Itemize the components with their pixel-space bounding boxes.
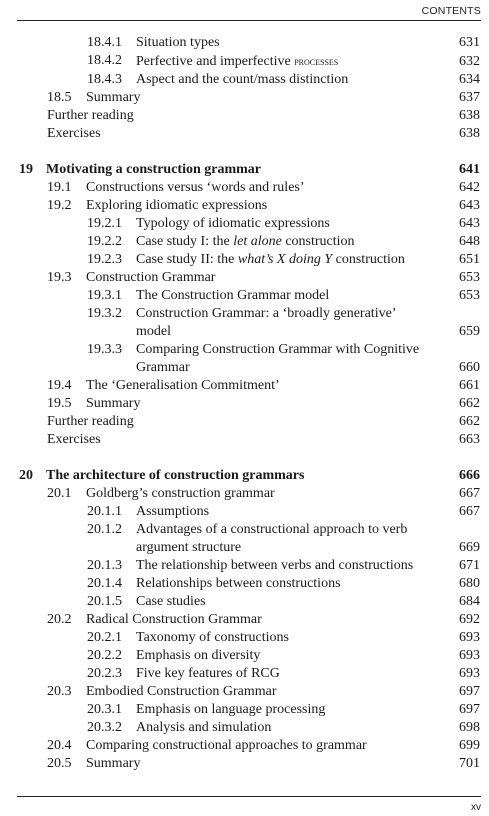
page-number: xv xyxy=(471,802,481,813)
toc-entry xyxy=(0,503,489,521)
toc-entry xyxy=(0,107,489,125)
entry-title-text: Relationships between constructions xyxy=(136,576,341,591)
table-of-contents xyxy=(0,34,489,773)
section-gap xyxy=(0,449,489,467)
entry-page-number: 638 xyxy=(459,126,480,141)
entry-title-text: Perfective and imperfective xyxy=(136,54,295,69)
toc-entry xyxy=(0,683,489,701)
entry-page-number: 680 xyxy=(459,576,480,591)
toc-entry xyxy=(0,251,489,269)
entry-title xyxy=(86,269,439,287)
entry-page-number: 642 xyxy=(459,180,480,195)
entry-title-text: Goldberg’s construction grammar xyxy=(86,486,275,501)
entry-title xyxy=(136,34,429,52)
running-header: CONTENTS xyxy=(421,5,481,17)
entry-number: 20.2.1 xyxy=(87,630,122,645)
entry-number: 20.4 xyxy=(47,738,72,753)
entry-title-text: Taxonomy of constructions xyxy=(136,630,289,645)
entry-title-text: Assumptions xyxy=(136,504,210,519)
entry-number: 18.4.2 xyxy=(87,53,122,68)
toc-entry xyxy=(0,197,489,215)
entry-page-number: 634 xyxy=(459,72,480,87)
entry-title-text: Summary xyxy=(86,396,141,411)
toc-entry xyxy=(0,521,489,557)
entry-page-number: 643 xyxy=(459,198,480,213)
entry-page-number: 660 xyxy=(459,360,480,375)
entry-title xyxy=(86,197,439,215)
toc-entry xyxy=(0,665,489,683)
toc-entry xyxy=(0,557,489,575)
entry-title-text: Construction Grammar xyxy=(86,270,216,285)
entry-title xyxy=(86,89,439,107)
entry-title xyxy=(136,701,429,719)
entry-title xyxy=(136,287,429,305)
entry-title xyxy=(136,215,429,233)
entry-page-number: 662 xyxy=(459,414,480,429)
entry-number: 19.2.3 xyxy=(87,252,122,267)
entry-title xyxy=(86,737,439,755)
toc-entry xyxy=(0,611,489,629)
entry-title-suffix: construction xyxy=(332,252,405,267)
entry-number: 19.3.1 xyxy=(87,288,122,303)
entry-title-text: Advantages of a constructional approach to verb argument structure xyxy=(136,522,408,555)
entry-page-number: 693 xyxy=(459,630,480,645)
entry-page-number: 697 xyxy=(459,684,480,699)
entry-title xyxy=(86,755,439,773)
entry-page-number: 684 xyxy=(459,594,480,609)
entry-title xyxy=(136,557,429,575)
entry-title xyxy=(86,683,439,701)
entry-page-number: 693 xyxy=(459,648,480,663)
entry-page-number: 667 xyxy=(459,504,480,519)
entry-page-number: 669 xyxy=(459,540,480,555)
entry-number: 18.5 xyxy=(47,90,72,105)
toc-entry xyxy=(0,287,489,305)
entry-title-text: Exploring idiomatic expressions xyxy=(86,198,268,213)
entry-number: 20.5 xyxy=(47,756,72,771)
entry-page-number: 693 xyxy=(459,666,480,681)
toc-entry xyxy=(0,485,489,503)
entry-page-number: 648 xyxy=(459,234,480,249)
entry-title-text: Situation types xyxy=(136,35,220,50)
toc-entry xyxy=(0,71,489,89)
entry-title xyxy=(86,395,439,413)
entry-page-number: 651 xyxy=(459,252,480,267)
entry-title xyxy=(86,179,439,197)
entry-page-number: 701 xyxy=(459,756,480,771)
entry-title-text: Case study II: the xyxy=(136,252,238,267)
entry-title xyxy=(47,107,489,125)
entry-title xyxy=(136,521,429,557)
entry-number: 20.1 xyxy=(47,486,72,501)
entry-title xyxy=(136,719,429,737)
toc-entry xyxy=(0,215,489,233)
entry-title-smallcaps: processes xyxy=(294,54,339,68)
entry-number: 19.2 xyxy=(47,198,72,213)
entry-title-text: Emphasis on diversity xyxy=(136,648,261,663)
entry-page-number: 653 xyxy=(459,288,480,303)
entry-title xyxy=(86,485,439,503)
entry-title-text: Motivating a construction grammar xyxy=(46,162,262,177)
toc-entry xyxy=(0,593,489,611)
entry-number: 20 xyxy=(19,468,33,483)
entry-title xyxy=(136,629,429,647)
entry-title-text: Emphasis on language processing xyxy=(136,702,326,717)
entry-number: 20.2 xyxy=(47,612,72,627)
entry-title xyxy=(136,52,429,71)
entry-title-text: Typology of idiomatic expressions xyxy=(136,216,330,231)
entry-number: 20.2.3 xyxy=(87,666,122,681)
entry-title-text: Five key features of RCG xyxy=(136,666,280,681)
entry-number: 18.4.1 xyxy=(87,35,122,50)
entry-number: 19.5 xyxy=(47,396,72,411)
entry-title-text: Summary xyxy=(86,756,141,771)
entry-title-text: Aspect and the count/mass distinction xyxy=(136,72,349,87)
entry-number: 19 xyxy=(19,162,33,177)
entry-title-text: Further reading xyxy=(47,414,134,429)
entry-title xyxy=(136,341,429,377)
entry-number: 19.2.1 xyxy=(87,216,122,231)
entry-number: 19.3.3 xyxy=(87,342,122,357)
entry-title-text: Construction Grammar: a ‘broadly generative’ model xyxy=(136,306,396,339)
entry-title xyxy=(136,665,429,683)
toc-entry xyxy=(0,341,489,377)
toc-chapter-entry xyxy=(0,161,489,179)
entry-title xyxy=(136,305,429,341)
entry-page-number: 699 xyxy=(459,738,480,753)
entry-title-text: The ‘Generalisation Commitment’ xyxy=(86,378,280,393)
entry-number: 19.1 xyxy=(47,180,72,195)
entry-title xyxy=(46,161,439,179)
entry-title-text: Constructions versus ‘words and rules’ xyxy=(86,180,305,195)
entry-title-text: Exercises xyxy=(47,432,101,447)
entry-title-text: Summary xyxy=(86,90,141,105)
entry-title-italic: let alone xyxy=(233,234,282,249)
entry-number: 19.3 xyxy=(47,270,72,285)
entry-number: 20.2.2 xyxy=(87,648,122,663)
entry-page-number: 659 xyxy=(459,324,480,339)
entry-title-text: Further reading xyxy=(47,108,134,123)
entry-page-number: 692 xyxy=(459,612,480,627)
entry-page-number: 667 xyxy=(459,486,480,501)
entry-title-text: Case study I: the xyxy=(136,234,234,249)
toc-entry xyxy=(0,575,489,593)
entry-number: 20.3.1 xyxy=(87,702,122,717)
entry-title-suffix: construction xyxy=(281,234,355,249)
entry-title-text: Comparing Construction Grammar with Cognitive Grammar xyxy=(136,342,420,375)
entry-number: 20.1.2 xyxy=(87,522,122,537)
entry-title xyxy=(136,575,429,593)
toc-entry xyxy=(0,431,489,449)
toc-entry xyxy=(0,737,489,755)
toc-entry xyxy=(0,413,489,431)
toc-entry xyxy=(0,395,489,413)
entry-title xyxy=(136,251,429,269)
entry-title xyxy=(136,647,429,665)
toc-entry xyxy=(0,701,489,719)
entry-title-text: The Construction Grammar model xyxy=(136,288,330,303)
toc-entry xyxy=(0,89,489,107)
toc-entry xyxy=(0,305,489,341)
entry-title-text: The architecture of construction grammars xyxy=(46,468,305,483)
entry-number: 20.1.1 xyxy=(87,504,122,519)
entry-page-number: 643 xyxy=(459,216,480,231)
entry-page-number: 637 xyxy=(459,90,480,105)
entry-title-text: Embodied Construction Grammar xyxy=(86,684,277,699)
toc-entry xyxy=(0,233,489,251)
entry-title xyxy=(47,125,489,143)
toc-entry xyxy=(0,179,489,197)
entry-number: 20.1.4 xyxy=(87,576,122,591)
entry-title xyxy=(136,593,429,611)
entry-number: 19.4 xyxy=(47,378,72,393)
toc-entry xyxy=(0,755,489,773)
toc-entry xyxy=(0,377,489,395)
entry-page-number: 698 xyxy=(459,720,480,735)
entry-page-number: 671 xyxy=(459,558,480,573)
entry-page-number: 632 xyxy=(459,54,480,69)
toc-entry xyxy=(0,269,489,287)
entry-number: 19.2.2 xyxy=(87,234,122,249)
entry-page-number: 653 xyxy=(459,270,480,285)
toc-entry xyxy=(0,629,489,647)
entry-title xyxy=(47,413,489,431)
entry-title-italic: what’s X doing Y xyxy=(237,252,333,267)
entry-number: 20.3 xyxy=(47,684,72,699)
entry-title xyxy=(47,431,489,449)
entry-title xyxy=(46,467,439,485)
toc-entry xyxy=(0,52,489,71)
entry-number: 20.3.2 xyxy=(87,720,122,735)
entry-page-number: 663 xyxy=(459,432,480,447)
entry-title xyxy=(136,503,429,521)
entry-title xyxy=(86,377,439,395)
section-gap xyxy=(0,143,489,161)
toc-entry xyxy=(0,719,489,737)
entry-title xyxy=(136,71,429,89)
entry-number: 18.4.3 xyxy=(87,72,122,87)
entry-title-text: Radical Construction Grammar xyxy=(86,612,262,627)
entry-number: 20.1.3 xyxy=(87,558,122,573)
toc-chapter-entry xyxy=(0,467,489,485)
entry-title-text: Analysis and simulation xyxy=(136,720,272,735)
toc-entry xyxy=(0,125,489,143)
entry-page-number: 631 xyxy=(459,35,480,50)
entry-title-text: The relationship between verbs and constructions xyxy=(136,558,414,573)
toc-entry xyxy=(0,647,489,665)
entry-page-number: 641 xyxy=(459,162,480,177)
toc-entry xyxy=(0,34,489,52)
entry-title xyxy=(86,611,439,629)
footer-rule xyxy=(17,796,481,797)
entry-page-number: 661 xyxy=(459,378,480,393)
entry-title xyxy=(136,233,429,251)
entry-number: 19.3.2 xyxy=(87,306,122,321)
entry-page-number: 638 xyxy=(459,108,480,123)
entry-title-text: Case studies xyxy=(136,594,206,609)
header-rule xyxy=(17,20,481,21)
entry-number: 20.1.5 xyxy=(87,594,122,609)
entry-title-text: Comparing constructional approaches to grammar xyxy=(86,738,367,753)
entry-title-text: Exercises xyxy=(47,126,101,141)
entry-page-number: 666 xyxy=(459,468,480,483)
entry-page-number: 697 xyxy=(459,702,480,717)
entry-page-number: 662 xyxy=(459,396,480,411)
